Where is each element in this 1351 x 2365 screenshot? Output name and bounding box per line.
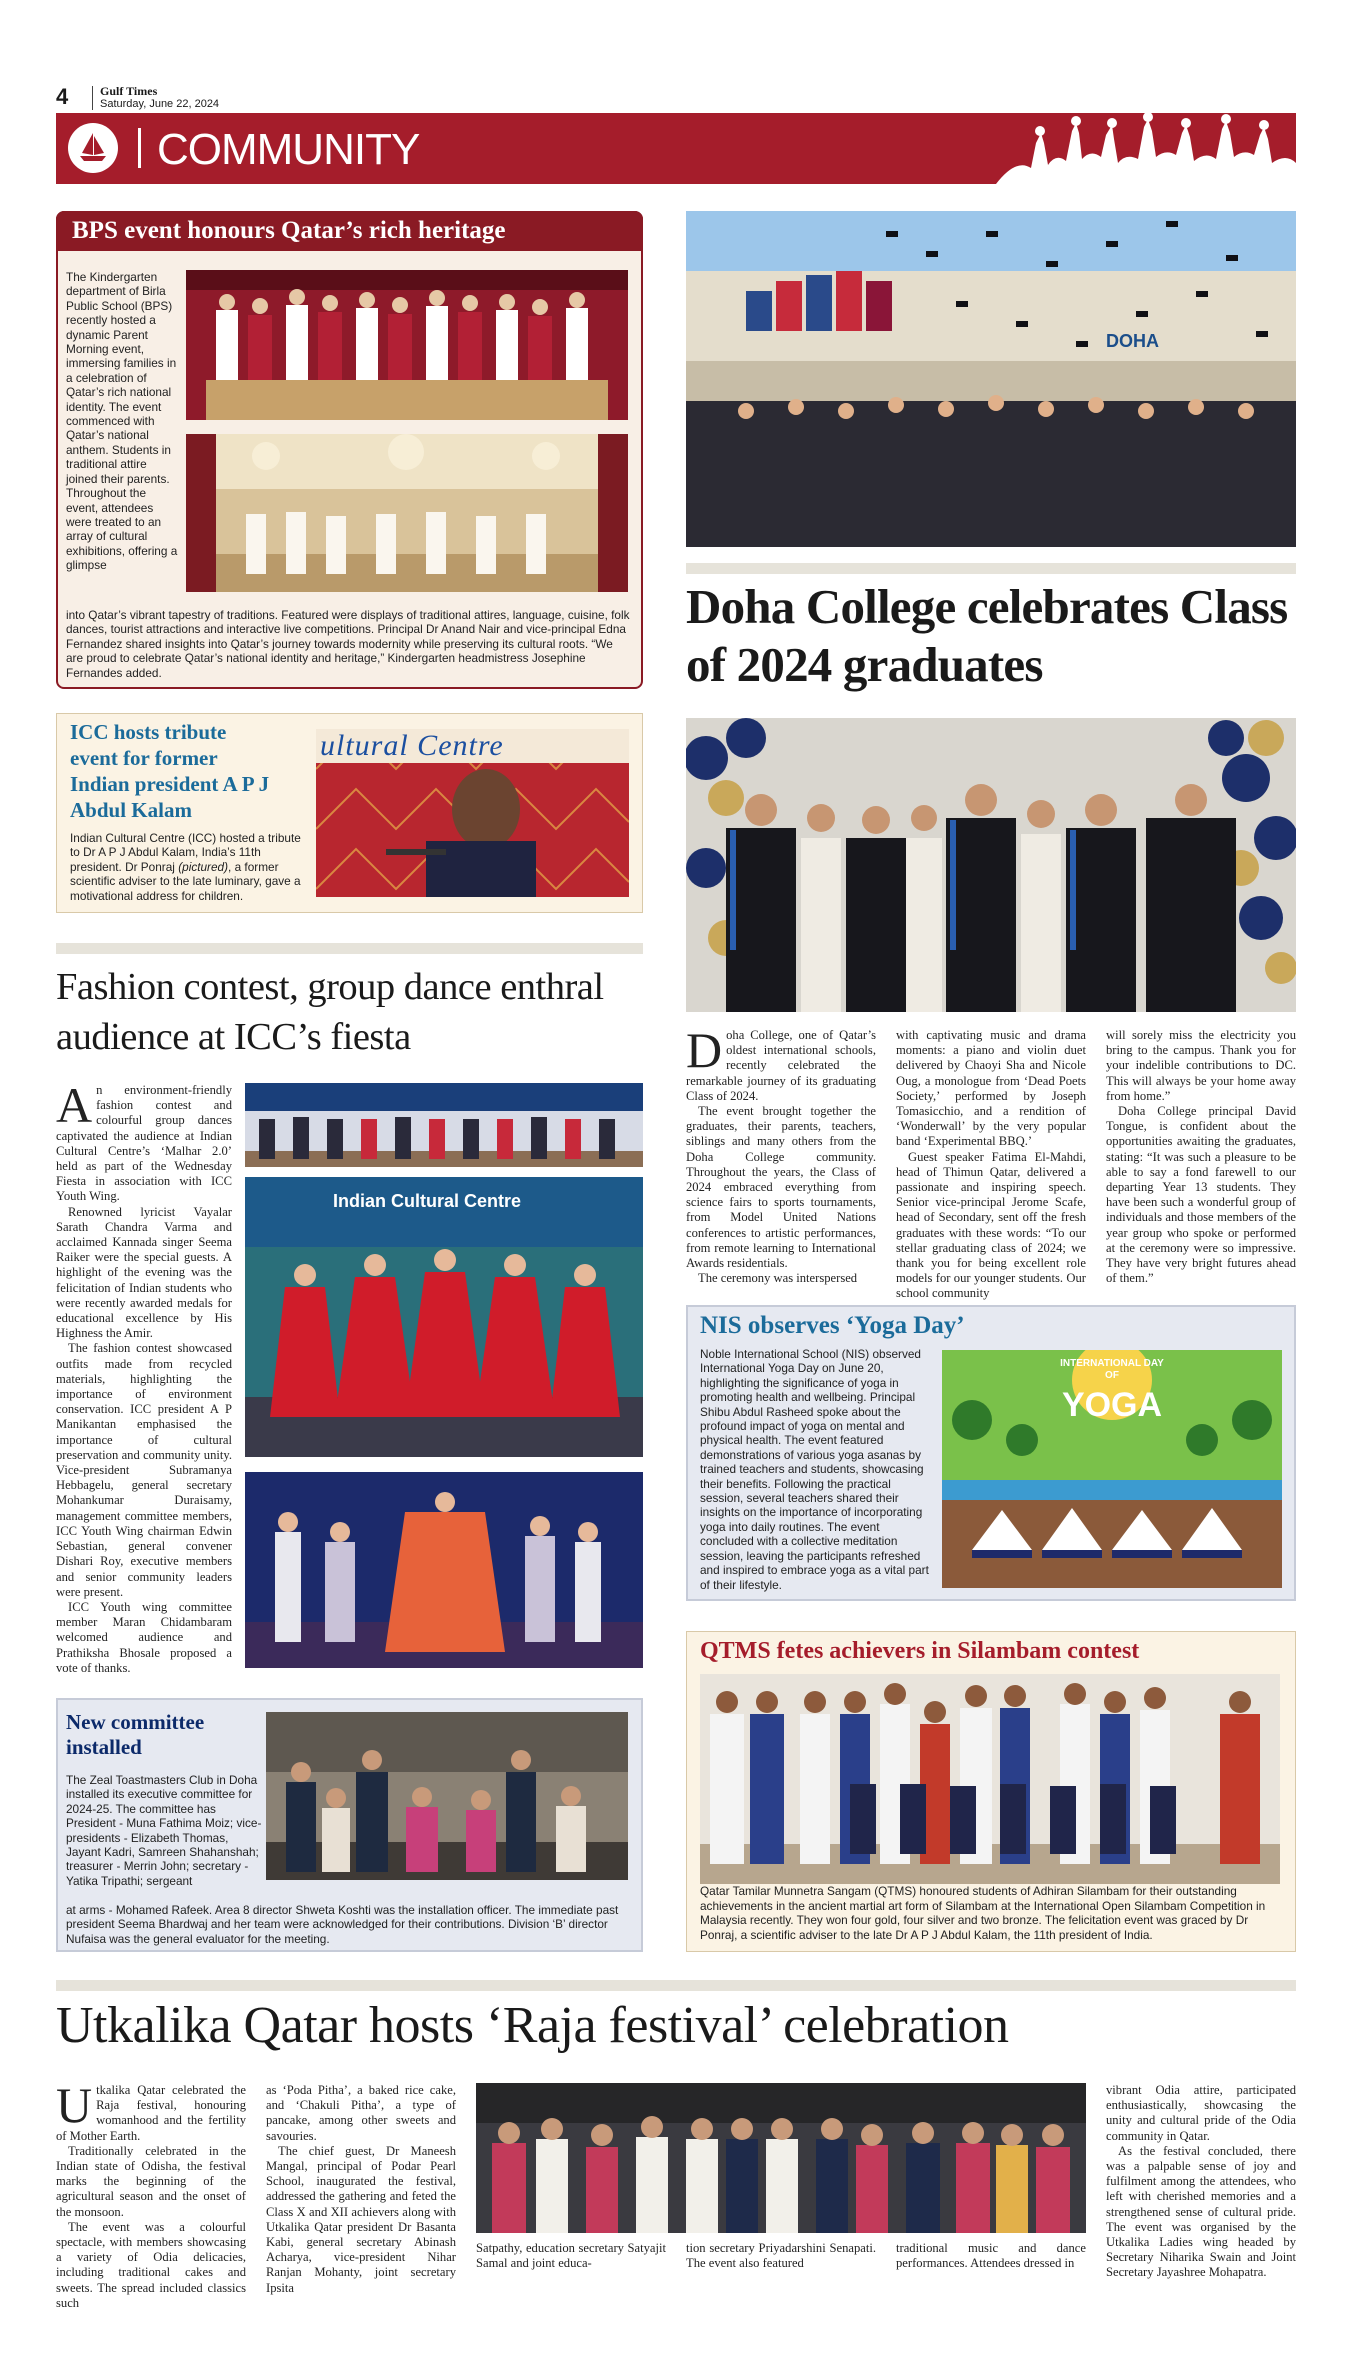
utkalika-photo (476, 2083, 1086, 2233)
nis-yoga-photo (942, 1350, 1282, 1588)
page-number: 4 (56, 84, 69, 109)
nis-poster-big: YOGA (1061, 1386, 1163, 1424)
doha-college-photo-graduates (686, 718, 1296, 1012)
icc-tribute-body-after: , a former scientific adviser to the late luminary, gave a motivational address for children. (70, 859, 301, 903)
icc-tribute-body-before: Indian Cultural Centre (ICC) hosted a tribute to Dr A P J Abdul Kalam, India’s 11th president. Dr Ponraj (70, 831, 301, 874)
icc-tribute-body (70, 831, 310, 903)
doha-college-photo-caps (686, 211, 1296, 547)
fashion-photo-group (245, 1083, 643, 1167)
utkalika-col2 (266, 2083, 456, 2296)
nis-body: Noble International School (NIS) observed International Yoga Day on June 20, highlighting the significance of yoga in promoting health and wellbeing. Principal Shibu Abdul Rasheed spoke about the profound impact of yoga on mental and physical health. The event featured demonstrations of various yoga asanas by trained teachers and students, showcasing their benefits. Following the practical session, several teachers shared their insights on the importance of incorporating yoga into daily routines. The event concluded with a collective meditation session, leaving the participants refreshed and inspired to embrace yoga as a vital part of their lifestyle. (700, 1347, 929, 1592)
utkalika-col5 (1106, 2083, 1296, 2281)
qtms-headline: QTMS fetes achievers in Silambam contest (700, 1638, 1140, 1664)
bps-headline-bar (56, 211, 643, 251)
issue-date: Saturday, June 22, 2024 (100, 98, 220, 110)
doha-paragraph: Doha College, one of Qatar’s oldest international schools, recently celebrated the remarkable journey of its graduating Class of 2024. (686, 1022, 876, 1103)
utkalika-paragraph: The event was a colourful spectacle, with members showcasing a variety of Odia delicacies, including traditional cakes and sweets. The spread included classics such (56, 2219, 246, 2310)
section-banner (56, 113, 1296, 184)
fashion-story-body (56, 1077, 232, 1676)
fashion-paragraph: ICC Youth wing committee member Maran Chidambaram welcomed audience and Prathiksha Bhosale proposed a vote of thanks. (56, 1599, 232, 1675)
qtms-caption: Qatar Tamilar Munnetra Sangam (QTMS) honoured students of Adhiran Silambam for their outstanding achievements in the ancient martial art form of Silambam at the International Open Silambam Competition in Malaysia recently. They won four gold, four silver and two bronze. The felicitation event was graced by Dr Ponraj, a scientific adviser to the late Dr A P J Abdul Kalam, the 11th president of India. (700, 1884, 1266, 1942)
utkalika-paragraph: Utkalika Qatar celebrated the Raja festival, honouring womanhood and the fertility of Mother Earth. (56, 2077, 246, 2143)
zeal-photo (266, 1712, 628, 1880)
icc-tribute-pictured: (pictured) (178, 859, 229, 874)
zeal-body-wide: at arms - Mohamed Rafeek. Area 8 director Shweta Koshti was the installation officer. The immediate past president Seema Bhardwaj and her team were acknowledged for their contributions. Division ‘B’ director Nufaisa was the general evaluator for the meeting. (66, 1903, 619, 1946)
banner-divider (138, 128, 141, 168)
icc-tribute-headline: ICC hosts tribute event for former Indian president A P J Abdul Kalam (70, 720, 270, 822)
qtms-photo (700, 1674, 1280, 1884)
fashion-paragraph: Renowned lyricist Vayalar Sarath Chandra Varma and acclaimed Kannada singer Seema Raiker were the special guests. A highlight of the evening was the felicitation of Indian students who were recently awarded medals for educational excellence by His Highness the Amir. (56, 1204, 232, 1341)
sailboat-logo-icon (68, 123, 118, 173)
utkalika-col1 (56, 2077, 246, 2311)
doha-paragraph: The ceremony was interspersed (698, 1271, 858, 1286)
doha-paragraph: with captivating music and drama moments: a piano and violin duet delivered by Chaoyi Sha and Nicole Oug, a monologue from ‘Dead Poets Society,’ performed by Joseph Tomasicchio, and a rendition of ‘Wonderwall’ by the very popular band ‘Experimental BBQ.’ (896, 1028, 1086, 1149)
doha-paragraph: The event brought together the graduates, their parents, teachers, siblings and many others from the Doha College community. Throughout the years, the Class of 2024 embraced everything from science fairs to sports tournaments, from Model United Nations conferences to artistic performances, from remote learning to International Awards residentials. (686, 1104, 876, 1271)
doha-paragraph: Doha College principal David Tongue, is confident about the opportunities awaiting the graduates, stating: “It was such a pleasure to be able to say a fond farewell to our departing Year 13 students. They have been such a wonderful group of individuals and those members of the year group who spoke or performed at the ceremony were so impressive. They have very bright futures ahead of them.” (1106, 1104, 1296, 1286)
bps-body-narrow: The Kindergarten department of Birla Public School (BPS) recently hosted a dynamic Parent Morning event, immersing families in a celebration of Qatar’s rich national identity. The event commenced with Qatar’s national anthem. Students in traditional attire joined their parents. Throughout the event, attendees were treated to an array of cultural exhibitions, offering a glimpse (66, 270, 178, 573)
icc-tribute-photo-banner: ultural Centre (320, 729, 504, 762)
utkalika-paragraph: The chief guest, Dr Maneesh Mangal, principal of Podar Pearl School, inaugurated the festival, addressed the gathering and feted the Class X and XII achievers along with Utkalika Qatar president Dr Basanta Kabi, general secretary Abinash Acharya, vice-president Nihar Ranjan Mohanty, joint secretary Ipsita (266, 2143, 456, 2295)
bps-photo-stage (186, 270, 628, 420)
utkalika-under-photo-3: traditional music and dance performances. Attendees dressed in (896, 2241, 1086, 2271)
doha-college-campus-sign: DOHA (1106, 331, 1159, 351)
fashion-section-rule (56, 943, 643, 954)
doha-college-headline: Doha College celebrates Class of 2024 graduates (686, 579, 1288, 692)
utkalika-headline: Utkalika Qatar hosts ‘Raja festival’ celebration (56, 1997, 1009, 2054)
utkalika-paragraph: vibrant Odia attire, participated enthusiastically, showcasing the unity and cultural pride of the Odia community in Qatar. (1106, 2083, 1296, 2143)
doha-paragraph: will sorely miss the electricity you bring to the campus. Thank you for your indelible contributions to DC. This will always be your home away from home.” (1106, 1028, 1296, 1103)
nis-headline: NIS observes ‘Yoga Day’ (700, 1312, 965, 1339)
fashion-photo-contest (245, 1472, 643, 1668)
celebrating-crowd-silhouette (996, 113, 1296, 184)
zeal-body-narrow: The Zeal Toastmasters Club in Doha installed its executive committee for 2024-25. The committee has President - Muna Fathima Moiz; vice-presidents - Elizabeth Thomas, Jayant Kadri, Samreen Shahanshah; treasurer - Merrin John; secretary - Yatika Tripathi; sergeant (66, 1773, 262, 1888)
nis-poster-small: INTERNATIONAL DAY OF (1060, 1358, 1164, 1381)
utkalika-under-photo-2: tion secretary Priyadarshini Senapati. The event also featured (686, 2241, 876, 2271)
fashion-paragraph: An environment-friendly fashion contest and colourful group dances captivated the audience at Indian Cultural Centre’s ‘Malhar 2.0’ held as part of the Wednesday Fiesta in association with ICC Youth Wing. (56, 1077, 232, 1204)
fashion-photo-dance (245, 1177, 643, 1457)
bps-body-wide: into Qatar’s vibrant tapestry of traditions. Featured were displays of traditional attires, language, cuisine, folk dances, tourist attractions and interactive live competitions. Principal Dr Anand Nair and vice-principal Edna Fernandez shared insights into Qatar’s journey towards modernity while preserving its cultural roots. “We are proud to celebrate Qatar’s national identity and heritage,” Kindergarten headmistress Josephine Fernandes added. (66, 608, 630, 680)
bps-headline: BPS event honours Qatar’s rich heritage (72, 217, 506, 244)
icc-tribute-photo (316, 729, 629, 897)
fashion-paragraph: The fashion contest showcased outfits made from recycled materials, highlighting the importance of environment conservation. ICC president A P Manikantan emphasised the importance of cultural preservation and community unity. Vice-president Subramanya Hebbagelu, general secretary Mohankumar Duraisamy, management committee members, ICC Youth Wing chairman Edwin Sebastian, general convener Dishari Roy, executive members and senior community leaders were present. (56, 1341, 232, 1599)
doha-paragraph: Guest speaker Fatima El-Mahdi, head of Thimun Qatar, delivered a passionate and inspiring speech. Senior vice-principal Jerome Scafe, head of Secondary, sent off the fresh graduates with these words: “To our stellar graduating class of 2024; we thank you for being excellent role models for our younger students. Our school community (896, 1149, 1086, 1301)
section-title: COMMUNITY (157, 125, 420, 174)
doha-section-rule (686, 563, 1296, 574)
zeal-headline: New committee installed (66, 1710, 205, 1759)
utkalika-paragraph: As the festival concluded, there was a palpable sense of joy and fulfilment among the attendees, who left with cherished memories and a strengthened sense of cultural pride. The event was organised by the Utkalika Ladies wing headed by Secretary Niharika Swain and Joint Secretary Jayashree Mohapatra. (1106, 2143, 1296, 2280)
masthead-divider (92, 86, 93, 110)
doha-college-col3 (1106, 1028, 1296, 1286)
bps-photo-hall (186, 434, 628, 592)
fashion-photo-banner-text: Indian Cultural Centre (333, 1191, 522, 1211)
utkalika-under-photo-1: Satpathy, education secretary Satyajit Samal and joint educa- (476, 2241, 666, 2271)
utkalika-paragraph: as ‘Poda Pitha’, a baked rice cake, and ‘Chakuli Pitha’, a type of pancake, among other sweets and savouries. (266, 2083, 456, 2143)
paper-name: Gulf Times (100, 84, 158, 98)
doha-college-col1 (686, 1022, 876, 1286)
utkalika-section-rule (56, 1980, 1296, 1991)
utkalika-paragraph: Traditionally celebrated in the Indian state of Odisha, the festival marks the beginning of the agricultural season and the onset of the monsoon. (56, 2143, 246, 2219)
fashion-headline: Fashion contest, group dance enthral audience at ICC’s fiesta (56, 966, 604, 1058)
doha-college-col2 (896, 1028, 1086, 1302)
